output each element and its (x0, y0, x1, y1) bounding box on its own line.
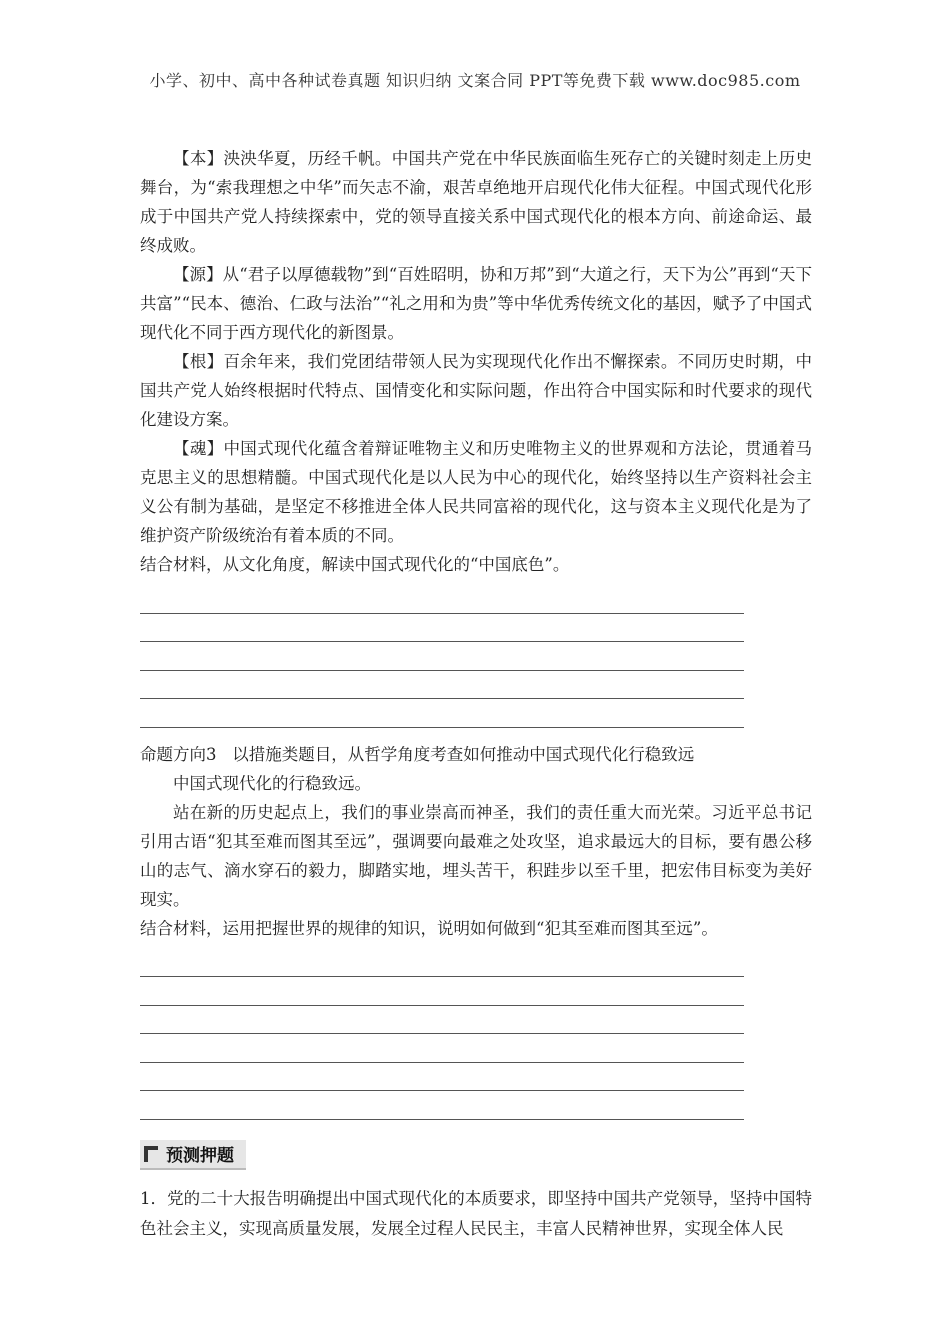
document-body (140, 144, 812, 1244)
material-paragraph-ben: 【本】泱泱华夏，历经千帆。中国共产党在中华民族面临生死存亡的关键时刻走上历史舞台，为“索我理想之中华”而矢志不渝，艰苦卓绝地开启现代化伟大征程。中国式现代化形成于中国共产党人持续探索中，党的领导直接关系中国式现代化的根本方向、前途命运、最终成败。 (140, 149, 812, 255)
predict-section-badge (140, 1140, 246, 1170)
question-culture: 结合材料，从文化角度，解读中国式现代化的“中国底色”。 (140, 555, 570, 574)
direction-3-title: 以措施类题目，从哲学角度考查如何推动中国式现代化行稳致远 (232, 744, 695, 764)
answer-line[interactable] (140, 671, 744, 700)
answer-line[interactable] (140, 1034, 744, 1063)
corner-bracket-icon (144, 1146, 158, 1162)
answer-line[interactable] (140, 1091, 744, 1120)
material-paragraph-hun: 【魂】中国式现代化蕴含着辩证唯物主义和历史唯物主义的世界观和方法论，贯通着马克思主义的思想精髓。中国式现代化是以人民为中心的现代化，始终坚持以生产资料社会主义公有制为基础，是坚定不移推进全体人民共同富裕的现代化，这与资本主义现代化是为了维护资产阶级统治有着本质的不同。 (140, 439, 812, 545)
predict-section-title: 预测押题 (166, 1146, 234, 1166)
direction-3-label: 命题方向3 (140, 744, 217, 764)
answer-lines-1 (140, 585, 812, 728)
material-paragraph-yuan: 【源】从“君子以厚德载物”到“百姓昭明，协和万邦”到“大道之行，天下为公”再到“天下共富”“民本、德治、仁政与法治”“礼之用和为贵”等中华优秀传统文化的基因，赋予了中国式现代化不同于西方现代化的新图景。 (140, 265, 812, 342)
direction-3-heading (140, 740, 812, 769)
answer-line[interactable] (140, 699, 744, 728)
direction-3-subtitle: 中国式现代化的行稳致远。 (173, 773, 371, 793)
answer-line[interactable] (140, 642, 744, 671)
answer-line[interactable] (140, 977, 744, 1006)
question-philosophy: 结合材料，运用把握世界的规律的知识，说明如何做到“犯其至难而图其至远”。 (140, 918, 718, 938)
direction-3-paragraph: 站在新的历史起点上，我们的事业崇高而神圣，我们的责任重大而光荣。习近平总书记引用古语“犯其至难而图其至远”，强调要向最难之处攻坚，追求最远大的目标，要有愚公移山的志气、滴水穿石的毅力，脚踏实地，埋头苦干，积跬步以至千里，把宏伟目标变为美好现实。 (140, 802, 812, 909)
answer-lines-2 (140, 949, 812, 1120)
predict-question-1: 1．党的二十大报告明确提出中国式现代化的本质要求，即坚持中国共产党领导，坚持中国特色社会主义，实现高质量发展，发展全过程人民民主，丰富人民精神世界，实现全体人民 (140, 1188, 812, 1238)
page-header: 小学、初中、高中各种试卷真题 知识归纳 文案合同 PPT等免费下载 www.doc985.com (149, 71, 801, 90)
answer-line[interactable] (140, 614, 744, 643)
answer-line[interactable] (140, 585, 744, 614)
answer-line[interactable] (140, 1063, 744, 1092)
answer-line[interactable] (140, 949, 744, 978)
material-paragraph-gen: 【根】百余年来，我们党团结带领人民为实现现代化作出不懈探索。不同历史时期，中国共产党人始终根据时代特点、国情变化和实际问题，作出符合中国实际和时代要求的现代化建设方案。 (140, 352, 812, 429)
answer-line[interactable] (140, 1006, 744, 1035)
